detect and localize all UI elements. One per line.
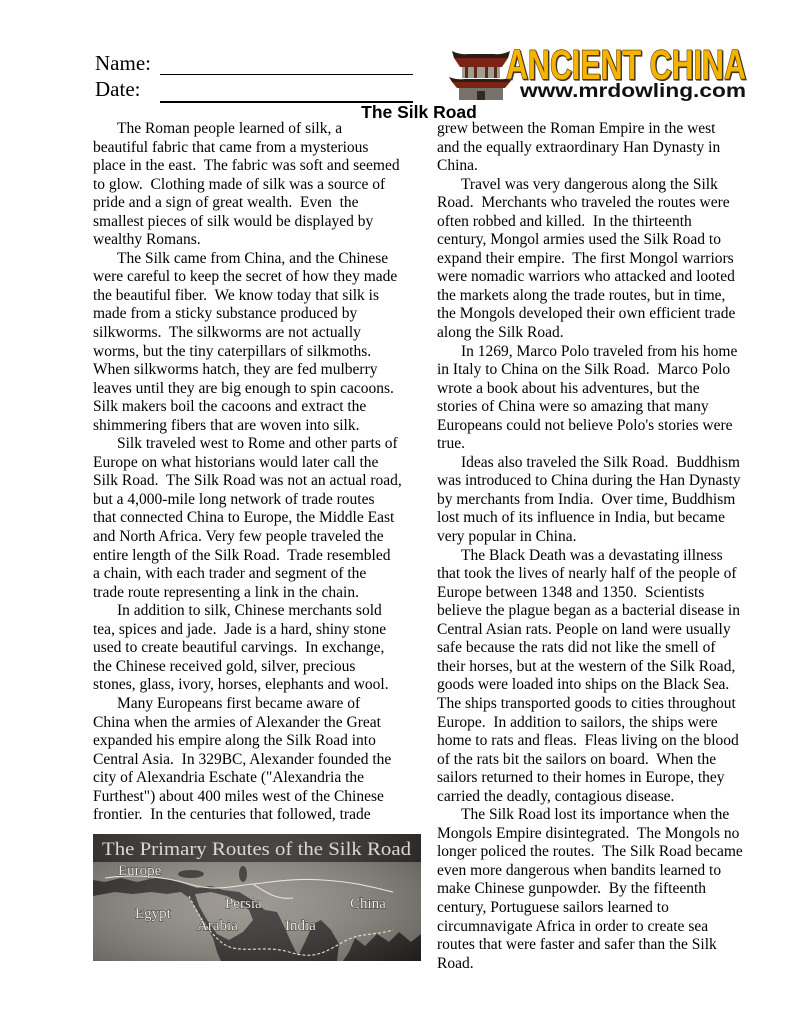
article-text-line: and the equally extraordinary Han Dynasty in [437, 138, 721, 156]
article-paragraph [437, 454, 767, 547]
ancient-china-logo [448, 44, 750, 104]
article-text-line: make Chinese gunpowder. By the fifteenth [437, 880, 707, 898]
map-title: The Primary Routes of the Silk Road [102, 839, 412, 860]
article-text-line: Silk Road. The Silk Road was not an actual road, [93, 472, 402, 490]
article-text-line: expanded his empire along the Silk Road into [93, 732, 376, 750]
article-text-line: safe because the rats did not like the smell of [437, 639, 716, 657]
article-text-line: century, Portuguese sailors learned to [437, 898, 669, 916]
article-text-line: but a 4,000-mile long network of trade routes [93, 490, 375, 508]
article-text-line: sailors returned to their homes in Europe, they [437, 769, 725, 787]
article-text-line: wealthy Romans. [93, 231, 201, 249]
article-text-line: home to rats and fleas. Fleas living on the blood [437, 732, 739, 750]
article-text-line: Europe. In addition to sailors, the ships were [437, 713, 718, 731]
article-text-line: city of Alexandria Eschate ("Alexandria the [93, 769, 365, 787]
article-text-line: made from a sticky substance produced by [93, 305, 358, 323]
article-text-line: silkworms. The silkworms are not actually [93, 324, 361, 342]
date-label: Date: [95, 77, 141, 101]
article-text-line: carried the deadly, contagious disease. [437, 787, 675, 805]
article-text-line: frontier. In the centuries that followed, trade [93, 806, 371, 824]
article-text-line: Travel was very dangerous along the Silk [461, 175, 718, 193]
article-text-line: grew between the Roman Empire in the west [437, 120, 716, 137]
article-paragraph [437, 343, 767, 454]
article-text-line: lost much of its influence in India, but became [437, 509, 725, 527]
article-text-line: In 1269, Marco Polo traveled from his home [461, 342, 738, 360]
name-label: Name: [95, 51, 151, 75]
article-text-line: were careful to keep the secret of how they made [93, 268, 398, 286]
article-text-line: The Roman people learned of silk, a [117, 120, 343, 137]
article-text-line: China when the armies of Alexander the Great [93, 713, 381, 731]
article-text-line: worms, but the tiny caterpillars of silkmoths. [93, 342, 372, 360]
article-text-line: trade route representing a link in the chain. [93, 583, 359, 601]
article-text-line: goods were loaded into ships on the Black Sea. [437, 676, 730, 694]
logo-title: ANCIENT CHINA [506, 44, 746, 88]
article-text-line: often robbed and killed. In the thirteenth [437, 212, 692, 230]
article-text-line: pride and a sign of great wealth. Even the [93, 194, 359, 212]
article-text-line: the Chinese received gold, silver, precious [93, 657, 356, 675]
article-paragraph [93, 120, 423, 250]
article-text-line: place in the east. The fabric was soft and seemed [93, 157, 400, 175]
article-text-line: China. [437, 157, 478, 175]
article-text-line: a chain, with each trader and segment of the [93, 565, 367, 583]
pagoda-icon [449, 51, 513, 100]
article-text-line: stories of China were so amazing that many [437, 398, 709, 416]
article-paragraph [93, 695, 423, 825]
article-text-line: was introduced to China during the Han Dynasty [437, 472, 741, 490]
article-text-line: routes that were faster and safer than the Silk [437, 936, 717, 954]
article-text-line: leaves until they are big enough to spin cacoons. [93, 379, 394, 397]
article-text-line: The Silk came from China, and the Chinese [117, 249, 389, 267]
article-text-line: very popular in China. [437, 528, 577, 546]
article-text-line: century, Mongol armies used the Silk Road to [437, 231, 721, 249]
article-paragraph [437, 120, 767, 176]
article-text-line: were nomadic warriors who attacked and looted [437, 268, 735, 286]
map-label-china: China [350, 896, 386, 912]
name-blank-line [160, 74, 413, 75]
article-text-line: The ships transported goods to cities throughout [437, 694, 736, 712]
article-text-line: The Silk Road lost its importance when the [461, 806, 730, 824]
article-text-line: When silkworms hatch, they are fed mulberry [93, 361, 378, 379]
article-text-line: the beautiful fiber. We know today that silk is [93, 286, 380, 304]
article-text-line: Silk traveled west to Rome and other parts of [117, 435, 398, 453]
article-text-line: true. [437, 435, 465, 453]
left-column [93, 120, 423, 825]
article-text-line: Many Europeans first became aware of [117, 694, 361, 712]
article-text-line: even more dangerous when bandits learned to [437, 861, 722, 879]
silk-road-map [93, 834, 421, 961]
article-paragraph [93, 250, 423, 435]
map-label-europe: Europe [118, 863, 162, 879]
article-text-line: stones, glass, ivory, horses, elephants and wool. [93, 676, 389, 694]
article-text-line: wrote a book about his adventures, but the [437, 379, 700, 397]
article-text-line: Ideas also traveled the Silk Road. Buddhism [461, 453, 740, 471]
article-text-line: smallest pieces of silk would be displayed by [93, 212, 374, 230]
article-text-line: Central Asia. In 329BC, Alexander founded the [93, 750, 392, 768]
article-paragraph [437, 806, 767, 973]
article-paragraph [437, 176, 767, 343]
article-text-line: Europe between 1348 and 1350. Scientists [437, 583, 705, 601]
article-text-line: circumnavigate Africa in order to create sea [437, 917, 709, 935]
article-text-line: Silk makers boil the cacoons and extract the [93, 398, 367, 416]
article-text-line: expand their empire. The first Mongol warriors [437, 249, 734, 267]
article-paragraph [93, 435, 423, 602]
article-text-line: and North Africa. Very few people traveled the [93, 528, 384, 546]
article-text-line: along the Silk Road. [437, 324, 564, 342]
article-text-line: that connected China to Europe, the Middle East [93, 509, 395, 527]
article-text-line: in Italy to China on the Silk Road. Marco Polo [437, 361, 731, 379]
article-text-line: The Black Death was a devastating illness [461, 546, 723, 564]
article-text-line: tea, spices and jade. Jade is a hard, shiny stone [93, 620, 387, 638]
right-column [437, 120, 767, 973]
article-text-line: believe the plague began as a bacterial disease in [437, 602, 740, 620]
article-text-line: entire length of the Silk Road. Trade resembled [93, 546, 391, 564]
article-title: The Silk Road [361, 102, 477, 122]
article-text-line: used to create beautiful carvings. In exchange, [93, 639, 385, 657]
article-text-line: by merchants from India. Over time, Buddhism [437, 490, 736, 508]
article-text-line: that took the lives of nearly half of the people of [437, 565, 737, 583]
article-text-line: beautiful fabric that came from a mysterious [93, 138, 369, 156]
article-text-line: Furthest") about 400 miles west of the Chinese [93, 787, 384, 805]
article-text-line: longer policed the routes. The Silk Road became [437, 843, 743, 861]
article-text-line: Road. Merchants who traveled the routes were [437, 194, 730, 212]
article-text-line: Central Asian rats. People on land were usually [437, 620, 731, 638]
article-text-line: the Mongols developed their own efficient trade [437, 305, 736, 323]
article-paragraph [437, 547, 767, 807]
article-paragraph [93, 602, 423, 695]
logo-website: www.mrdowling.com [518, 81, 746, 102]
article-text-line: shimmering fibers that are woven into silk. [93, 416, 360, 434]
article-text-line: of the rats bit the sailors on board. When the [437, 750, 717, 768]
article-text-line: their horses, but at the western of the Silk Road, [437, 657, 736, 675]
article-text-line: to glow. Clothing made of silk was a source of [93, 175, 386, 193]
article-text-line: the markets along the trade routes, but in time, [437, 286, 726, 304]
article-text-line: Road. [437, 954, 474, 972]
article-text-line: Europe on what historians would later call the [93, 453, 379, 471]
map-label-arabia: Arabia [197, 918, 238, 934]
article-text-line: Mongols Empire disintegrated. The Mongols no [437, 824, 740, 842]
article-text-line: In addition to silk, Chinese merchants sold [117, 602, 382, 620]
article-text-line: Europeans could not believe Polo's stories were [437, 416, 733, 434]
map-label-egypt: Egypt [135, 906, 171, 922]
map-label-india: India [285, 918, 316, 934]
map-label-persia: Persia [225, 896, 262, 912]
